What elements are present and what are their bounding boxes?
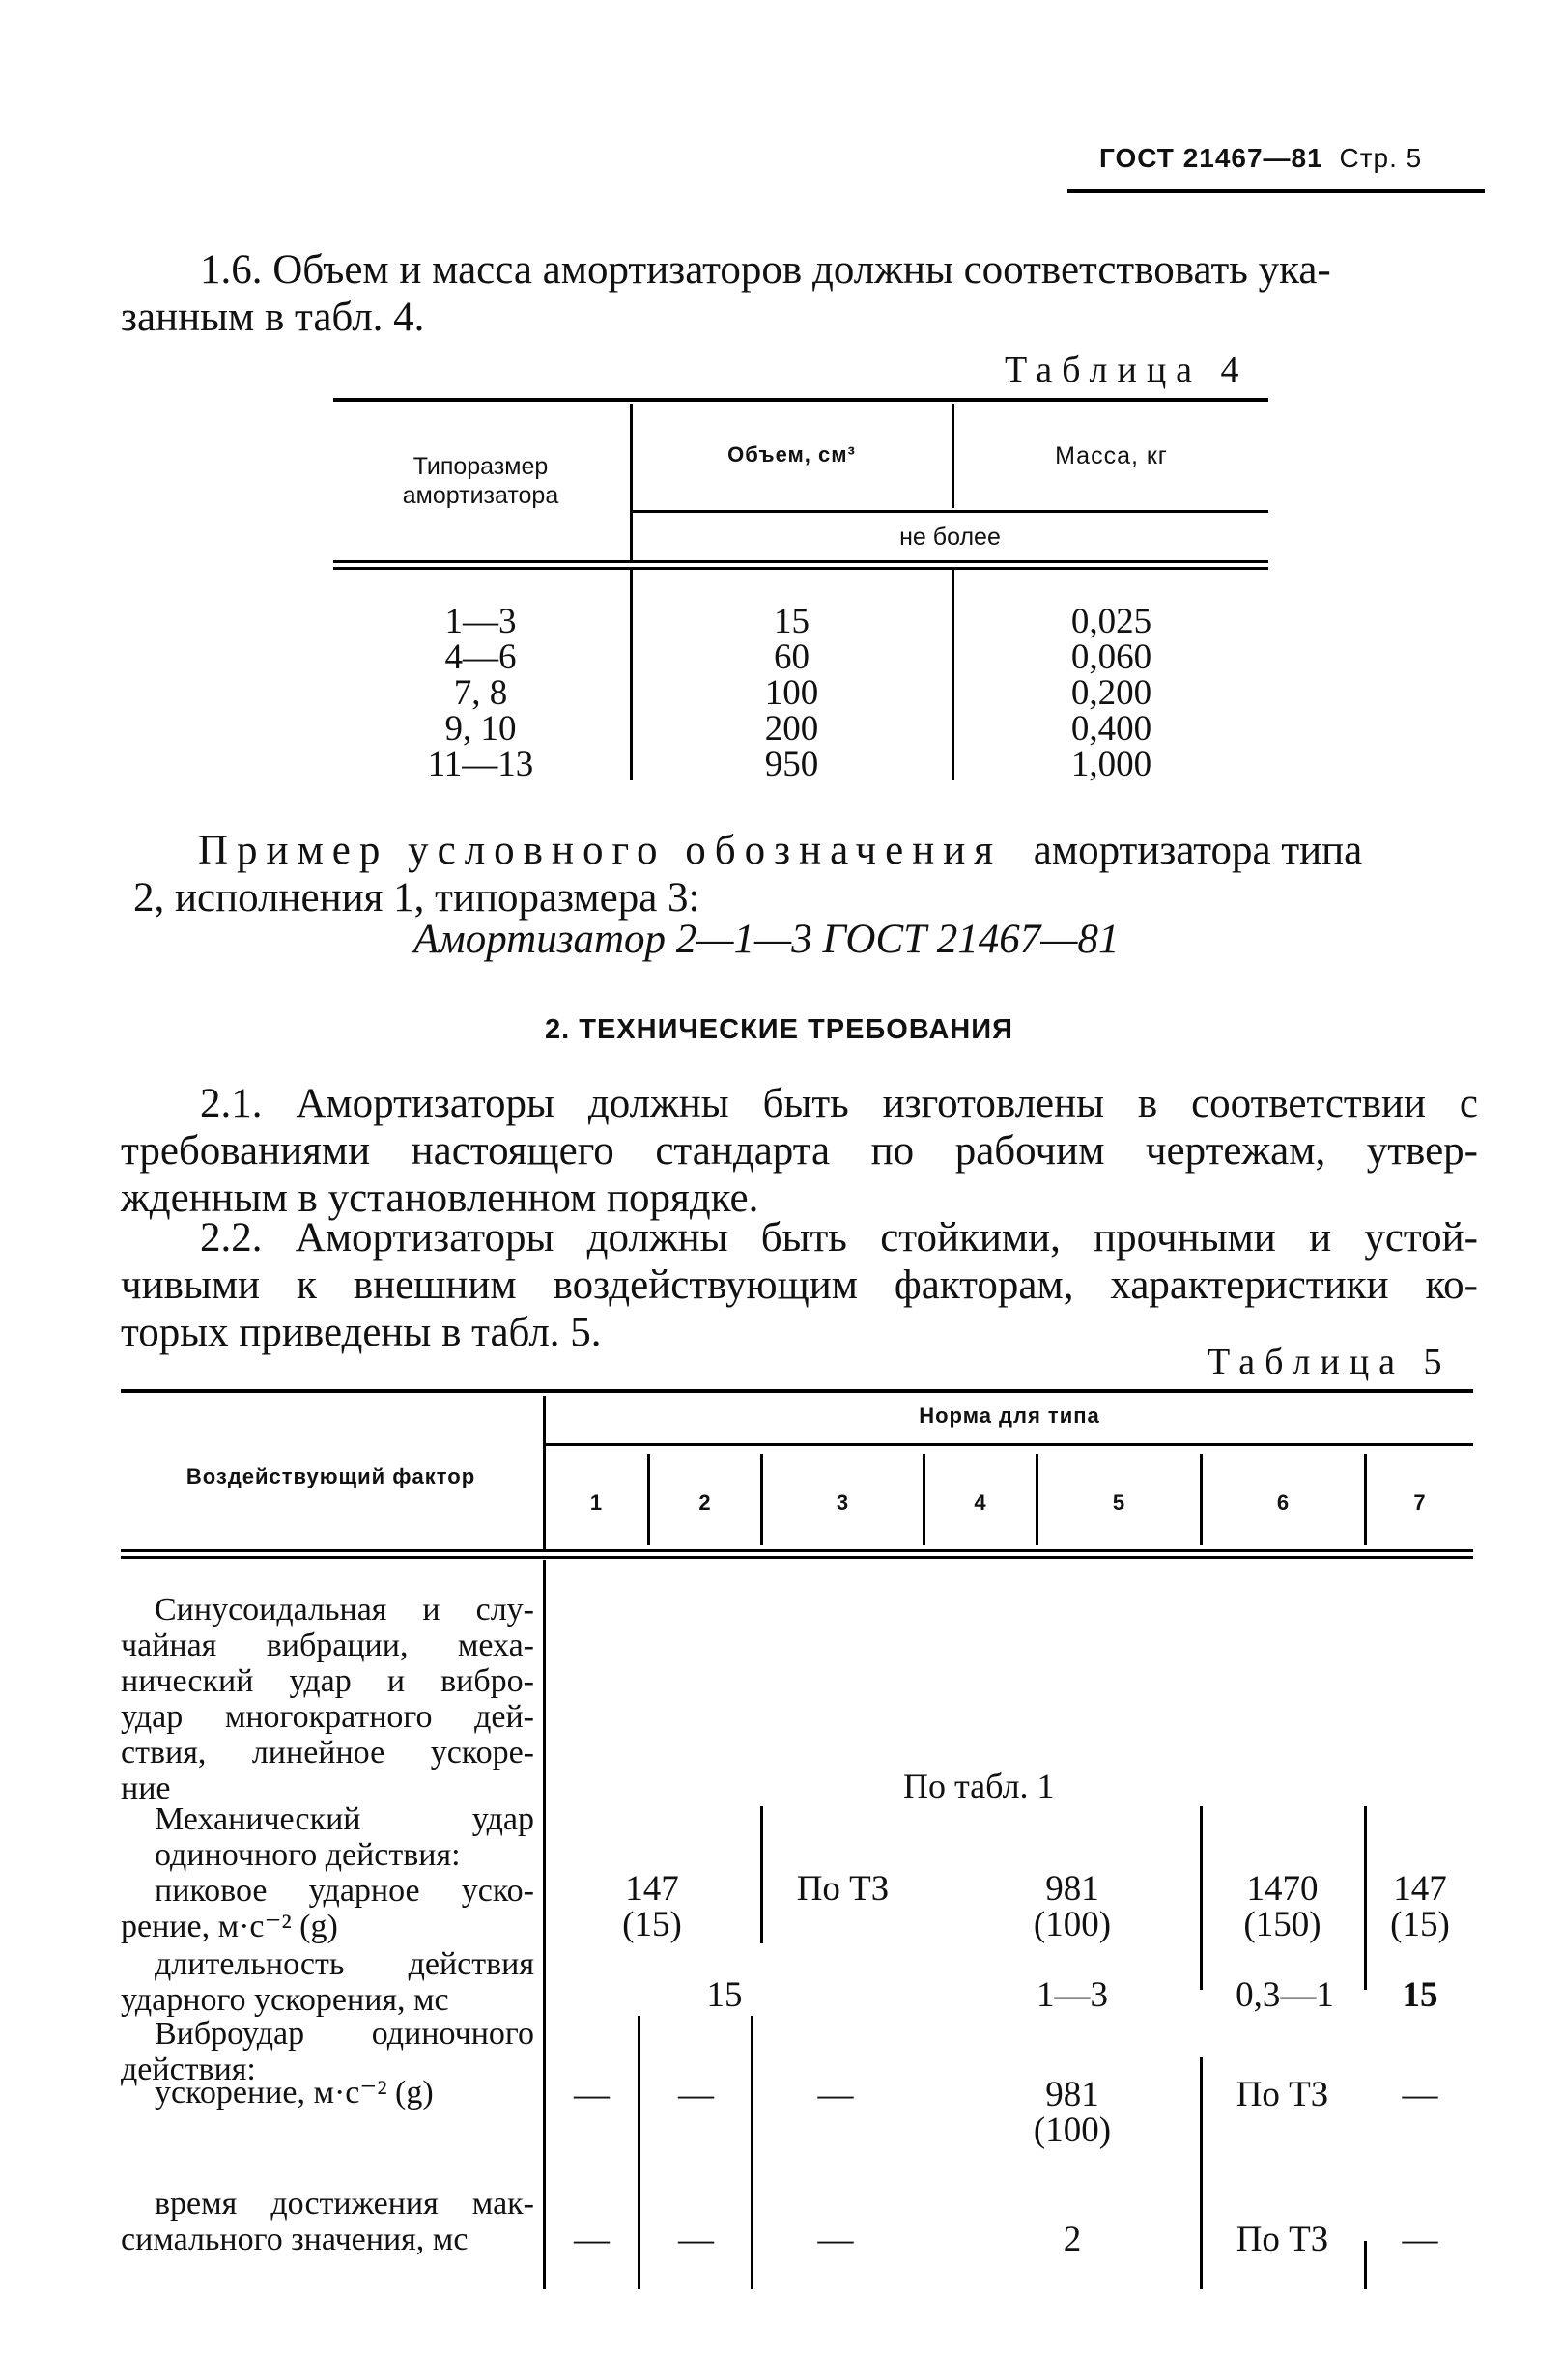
type-header-7: 7: [1413, 1490, 1427, 1515]
table-cell: 100: [764, 673, 819, 713]
acceleration-type-3: —: [817, 2075, 854, 2114]
table4-subheader: не более: [899, 524, 1001, 551]
table-cell: 1470: [1246, 1869, 1319, 1909]
page-header: [1099, 143, 1422, 174]
acceleration-type-4-5: [1005, 2077, 1140, 2148]
table-cell: 15: [774, 602, 810, 641]
header-line: Типоразмер: [412, 453, 549, 480]
table-cell: 200: [764, 709, 819, 749]
table5-col-factor: Воздействующий фактор: [185, 1464, 476, 1488]
table-cell: (100): [1033, 2111, 1112, 2150]
table5-vline: [1364, 1806, 1367, 1990]
label-line: чайная вибрации, меха-: [121, 1628, 534, 1663]
table4-col-mass-values: [954, 604, 1268, 782]
table-cell: 4—6: [444, 638, 517, 677]
table-cell: 0,400: [1070, 709, 1152, 749]
table5-caption: Таблица 5: [1208, 1342, 1452, 1382]
table5-vline: [1200, 1806, 1203, 1990]
section-2-heading: 2. ТЕХНИЧЕСКИЕ ТРЕБОВАНИЯ: [545, 1014, 1013, 1045]
type-header-5: 5: [1112, 1490, 1126, 1515]
label-line: симального значения, мс: [121, 2222, 469, 2257]
time-type-7: —: [1402, 2220, 1438, 2259]
label-line: действия:: [121, 2052, 256, 2087]
label-line: Виброудар одиночного: [155, 2016, 534, 2052]
table-cell: 147: [1393, 1869, 1447, 1909]
peak-type-4-5: [1005, 1871, 1140, 1942]
table-cell: (150): [1243, 1905, 1321, 1944]
table-cell: 981: [1045, 1869, 1099, 1909]
time-type-6: По ТЗ: [1236, 2220, 1329, 2259]
table-cell: 1,000: [1070, 745, 1152, 784]
table-cell: 0,025: [1070, 602, 1152, 641]
peak-acceleration-label: [121, 1873, 534, 1944]
paragraph-line: жденным в установленном порядке.: [121, 1176, 759, 1221]
paragraph-line: 2.1. Амортизаторы должны быть изготовлены в соответствии с: [200, 1081, 1478, 1126]
label-line: ние: [121, 1771, 171, 1806]
paragraph-line: требованиями настоящего стандарта по рабочим чертежам, утвер-: [121, 1128, 1478, 1174]
peak-type-3: По ТЗ: [796, 1869, 890, 1909]
page-number: Стр. 5: [1339, 143, 1423, 173]
peak-type-7: [1372, 1871, 1468, 1942]
table4-col-type: [333, 452, 628, 510]
table4-header-bottom-rule: [333, 567, 1268, 570]
type-header-6: 6: [1276, 1490, 1291, 1515]
table5-vline: [751, 2016, 753, 2289]
paragraph-line: торых приведены в табл. 5.: [121, 1310, 602, 1355]
table-cell: 0,060: [1070, 638, 1152, 677]
label-line: ствия, линейное ускоре-: [121, 1735, 534, 1771]
table-cell: 7, 8: [453, 673, 508, 713]
table-cell: 60: [774, 638, 810, 677]
duration-type-1-3: 15: [706, 1975, 743, 2015]
table5-top-rule: [121, 1389, 1473, 1393]
table4-col-volume-values: [632, 604, 952, 782]
table4-header-bottom-rule: [333, 560, 1268, 563]
factor-vibration: [121, 1592, 534, 1806]
table4-caption: Таблица 4: [1005, 350, 1249, 390]
peak-type-6: [1212, 1871, 1352, 1942]
table-cell: 1—3: [444, 602, 517, 641]
label-line: рение, м·с⁻² (g): [121, 1909, 338, 1944]
type-header-3: 3: [836, 1490, 850, 1515]
factor-single-shock: [121, 1801, 534, 1873]
example-rest: амортизатора типа: [1033, 828, 1363, 873]
type-header-1: 1: [589, 1490, 604, 1515]
table-cell: 9, 10: [444, 709, 517, 749]
label-line: удар многократного дей-: [121, 1699, 534, 1735]
paragraph-line: чивыми к внешним воздействующим факторам, характеристики ко-: [121, 1262, 1478, 1308]
time-type-4-5: 2: [1063, 2220, 1082, 2259]
table5-col-norm: Норма для типа: [919, 1403, 1100, 1428]
header-line: амортизатора: [402, 482, 559, 509]
table-cell: 11—13: [427, 745, 534, 784]
table-cell: (15): [1390, 1905, 1450, 1944]
time-type-2: —: [678, 2220, 714, 2259]
label-line: длительность действия: [155, 1946, 534, 1982]
table4-subheader-rule: [632, 510, 1268, 513]
type-header-4: 4: [974, 1490, 987, 1515]
label-line: ударного ускорения, мс: [121, 1982, 449, 2018]
example-line-2: 2, исполнения 1, типоразмера 3:: [133, 875, 700, 921]
table5-vline: [638, 2016, 640, 2289]
paragraph-2-2: [121, 1214, 1478, 1356]
table5-header-bottom-rule: [121, 1549, 1473, 1552]
table5-vline: [1364, 2241, 1367, 2289]
duration-type-4-5: 1—3: [1037, 1975, 1108, 2015]
paragraph-1-6: [121, 246, 1331, 341]
table-cell: 981: [1045, 2075, 1099, 2114]
table5-header-bottom-rule: [121, 1556, 1473, 1559]
duration-type-7: 15: [1402, 1975, 1438, 2015]
table4-col-type-values: [333, 604, 628, 782]
duration-label: [121, 1946, 534, 2018]
paragraph-2-1: [121, 1080, 1478, 1222]
paragraph-line: 2.2. Амортизаторы должны быть стойкими, прочными и устой-: [200, 1215, 1478, 1261]
paragraph-line: занным в табл. 4.: [121, 295, 425, 340]
acceleration-type-2: —: [678, 2075, 714, 2114]
label-line: нический удар и вибро-: [121, 1663, 534, 1699]
type-header-2: 2: [698, 1490, 712, 1515]
label-line: время достижения мак-: [155, 2186, 534, 2222]
duration-type-6: 0,3—1: [1236, 1975, 1334, 2015]
acceleration-type-6: По ТЗ: [1236, 2075, 1329, 2114]
table-cell: 147: [625, 1869, 679, 1909]
table5-norm-rule: [546, 1443, 1473, 1446]
table-cell: (15): [622, 1905, 682, 1944]
time-type-3: —: [817, 2220, 854, 2259]
paragraph-line: 1.6. Объем и масса амортизаторов должны соответствовать ука-: [200, 247, 1331, 293]
acceleration-type-7: —: [1402, 2075, 1438, 2114]
header-rule: [1067, 189, 1485, 193]
table-cell: 950: [764, 745, 819, 784]
standard-title: ГОСТ 21467—81: [1099, 143, 1323, 173]
table-cell: 0,200: [1070, 673, 1152, 713]
table4-col-volume: Объем, см³: [727, 442, 856, 467]
table5-vline: [543, 1560, 546, 2289]
time-type-1: —: [574, 2220, 610, 2259]
label-line: Механический удар: [155, 1801, 534, 1837]
table-cell: (100): [1033, 1905, 1112, 1944]
label-line: пиковое ударное уско-: [155, 1873, 534, 1909]
example-lead: Пример условного обозначения: [198, 828, 1003, 873]
label-line: Синусоидальная и слу-: [155, 1592, 534, 1628]
table5-vline: [1200, 2057, 1203, 2289]
acceleration-type-1: —: [574, 2075, 610, 2114]
time-to-peak-label: [121, 2186, 534, 2257]
example-designation: Амортизатор 2—1—3 ГОСТ 21467—81: [413, 917, 1120, 962]
table4-top-rule: [333, 398, 1268, 402]
table4-col-mass: Масса, кг: [1055, 442, 1168, 469]
example-line-1: [198, 827, 1362, 874]
factor-vibration-value: По табл. 1: [903, 1767, 1055, 1805]
label-line: одиночного действия:: [155, 1837, 461, 1873]
acceleration-label: ускорение, м·с⁻² (g): [155, 2075, 434, 2111]
peak-type-1-2: [599, 1871, 705, 1942]
